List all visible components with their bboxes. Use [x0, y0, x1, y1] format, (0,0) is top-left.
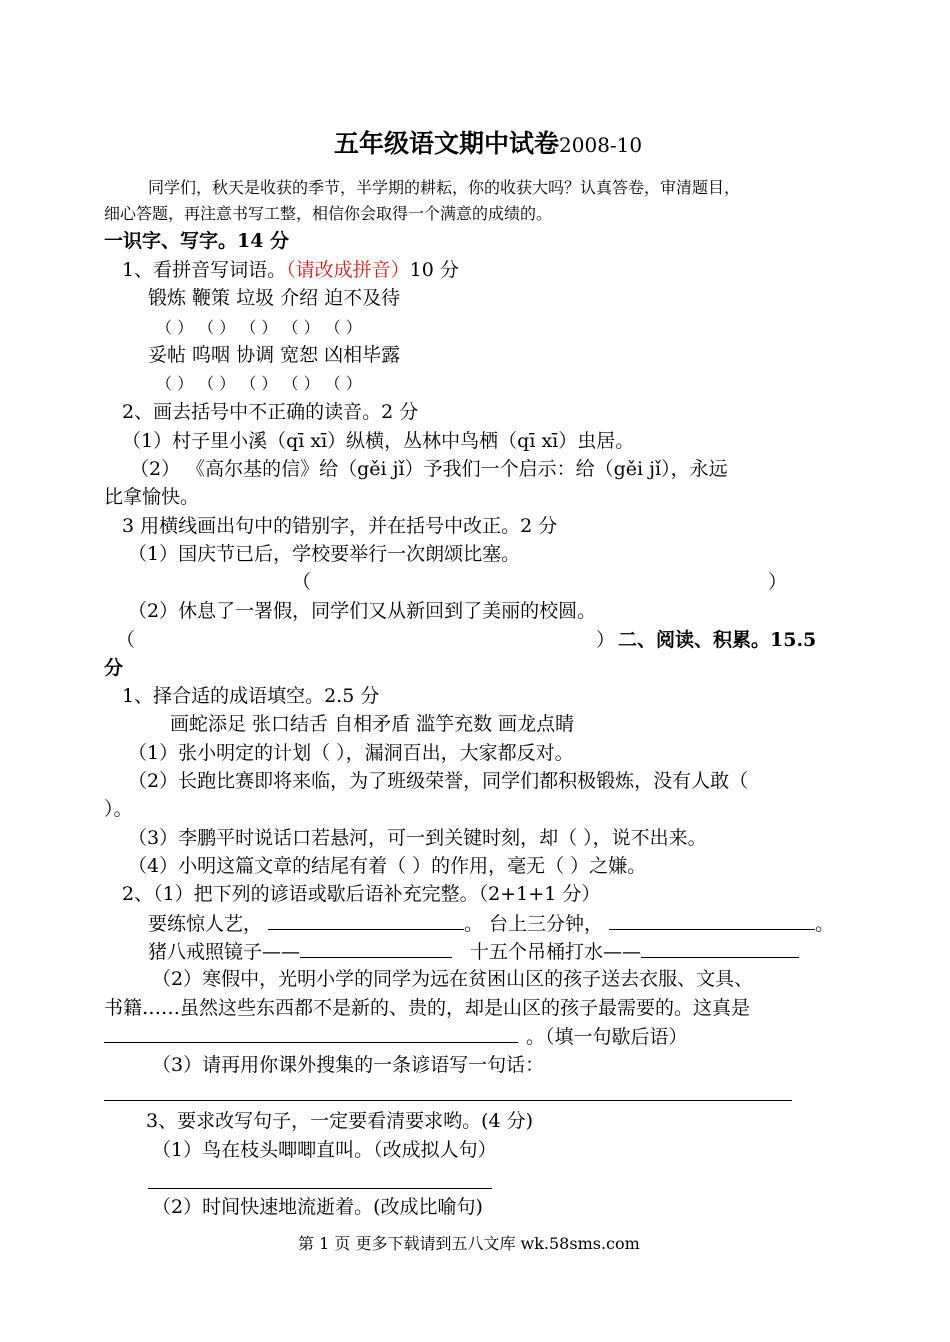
- answer-blank[interactable]: [268, 911, 464, 930]
- question-1: 1、看拼音写词语。（请改成拼音）10 分: [122, 259, 459, 281]
- answer-blank[interactable]: [104, 1024, 518, 1043]
- s2-q2-proverbs-row-1: 要练惊人艺， 。 台上三分钟， 。: [148, 913, 835, 935]
- question-2: 2、画去括号中不正确的读音。2 分: [122, 401, 419, 423]
- s2-q2-item-2-line-2: 书籍……虽然这些东西都不是新的、贵的，却是山区的孩子最需要的。这真是: [104, 997, 751, 1019]
- question-3-item-2: （2）休息了一署假，同学们又从新回到了美丽的校圆。: [128, 600, 597, 622]
- answer-blank[interactable]: [609, 911, 815, 930]
- page-footer: 第 1 页 更多下载请到五八文库 wk.58sms.com: [298, 1234, 640, 1253]
- s2-q3-item-2: （2）时间快速地流逝着。(改成比喻句): [152, 1196, 483, 1218]
- q3-1-answer-close: ）: [768, 571, 788, 593]
- intro-line-1: 同学们，秋天是收获的季节，半学期的耕耘，你的收获大吗？认真答卷，审清题目，: [148, 178, 741, 197]
- s2-question-3: 3、要求改写句子，一定要看清要求哟。(4 分): [146, 1110, 534, 1132]
- s2-q2-item-2-line-1: （2）寒假中，光明小学的同学为远在贫困山区的孩子送去衣服、文具、: [152, 968, 754, 990]
- question-2-item-2-line-2: 比拿愉快。: [104, 486, 200, 508]
- q1-answer-brackets-2: （ ） （ ） （ ） （ ） （ ）: [156, 374, 362, 393]
- s2-q2-item-3: （3）请再用你课外搜集的一条谚语写一句话：: [152, 1054, 545, 1076]
- s2-q2-proverbs-row-2: 猪八戒照镜子—— 十五个吊桶打水——: [148, 939, 799, 964]
- section-2-heading-unit: 分: [104, 657, 124, 679]
- q3-1-answer-open: （: [292, 571, 312, 593]
- answer-line[interactable]: [148, 1188, 492, 1189]
- answer-blank[interactable]: [300, 939, 452, 958]
- title-year: 2008-10: [559, 133, 643, 157]
- section-2-heading: 二、阅读、积累。15.5: [618, 629, 817, 651]
- question-2-item-1: （1）村子里小溪（qī xī）纵横，丛林中鸟栖（qī xī）虫居。: [122, 430, 635, 452]
- q3-2-answer-close: ）: [596, 629, 616, 651]
- answer-blank[interactable]: [641, 939, 799, 958]
- s2-q1-item-4: （4）小明这篇文章的结尾有着（ ）的作用，毫无（ ）之嫌。: [128, 855, 647, 877]
- q1-answer-brackets-1: （ ） （ ） （ ） （ ） （ ）: [156, 318, 362, 337]
- answer-line[interactable]: [104, 1100, 792, 1101]
- page-title: 五年级语文期中试卷2008-10: [334, 129, 643, 158]
- q1-words-row-2: 妥帖 呜咽 协调 宽恕 凶相毕露: [148, 344, 401, 366]
- intro-line-2: 细心答题，再注意书写工整，相信你会取得一个满意的成绩的。: [104, 204, 553, 223]
- question-1-note: （请改成拼音）: [286, 259, 410, 281]
- q3-2-answer-open: （: [116, 629, 136, 651]
- s2-q1-item-1: （1）张小明定的计划（ ），漏洞百出，大家都反对。: [128, 742, 574, 764]
- s2-q1-item-2-line-2: ）。: [104, 798, 133, 820]
- q1-words-row-1: 锻炼 鞭策 垃圾 介绍 迫不及待: [148, 287, 401, 309]
- question-2-item-2-line-1: （2） 《高尔基的信》给（gěi jǐ）予我们一个启示：给（gěi jǐ），永远: [130, 458, 728, 480]
- s2-q1-idiom-bank: 画蛇添足 张口结舌 自相矛盾 滥竽充数 画龙点睛: [170, 713, 575, 735]
- s2-q2-item-2-line-3: 。（填一句歇后语）: [104, 1024, 688, 1049]
- question-3: 3 用横线画出句中的错别字，并在括号中改正。2 分: [122, 515, 558, 537]
- s2-q1-item-2-line-1: （2）长跑比赛即将来临，为了班级荣誉，同学们都积极锻炼，没有人敢（: [128, 770, 749, 792]
- s2-q1-item-3: （3）李鹏平时说话口若悬河，可一到关键时刻，却（ ），说不出来。: [128, 827, 707, 849]
- s2-question-2: 2、（1）把下列的谚语或歇后语补充完整。（2+1+1 分）: [122, 883, 601, 905]
- section-1-heading: 一识字、写字。14 分: [104, 230, 290, 252]
- s2-question-1: 1、择合适的成语填空。2.5 分: [122, 685, 380, 707]
- question-3-item-1: （1）国庆节已后，学校要举行一次朗颂比塞。: [128, 543, 521, 565]
- s2-q3-item-1: （1）鸟在枝头唧唧直叫。（改成拟人句）: [152, 1139, 497, 1161]
